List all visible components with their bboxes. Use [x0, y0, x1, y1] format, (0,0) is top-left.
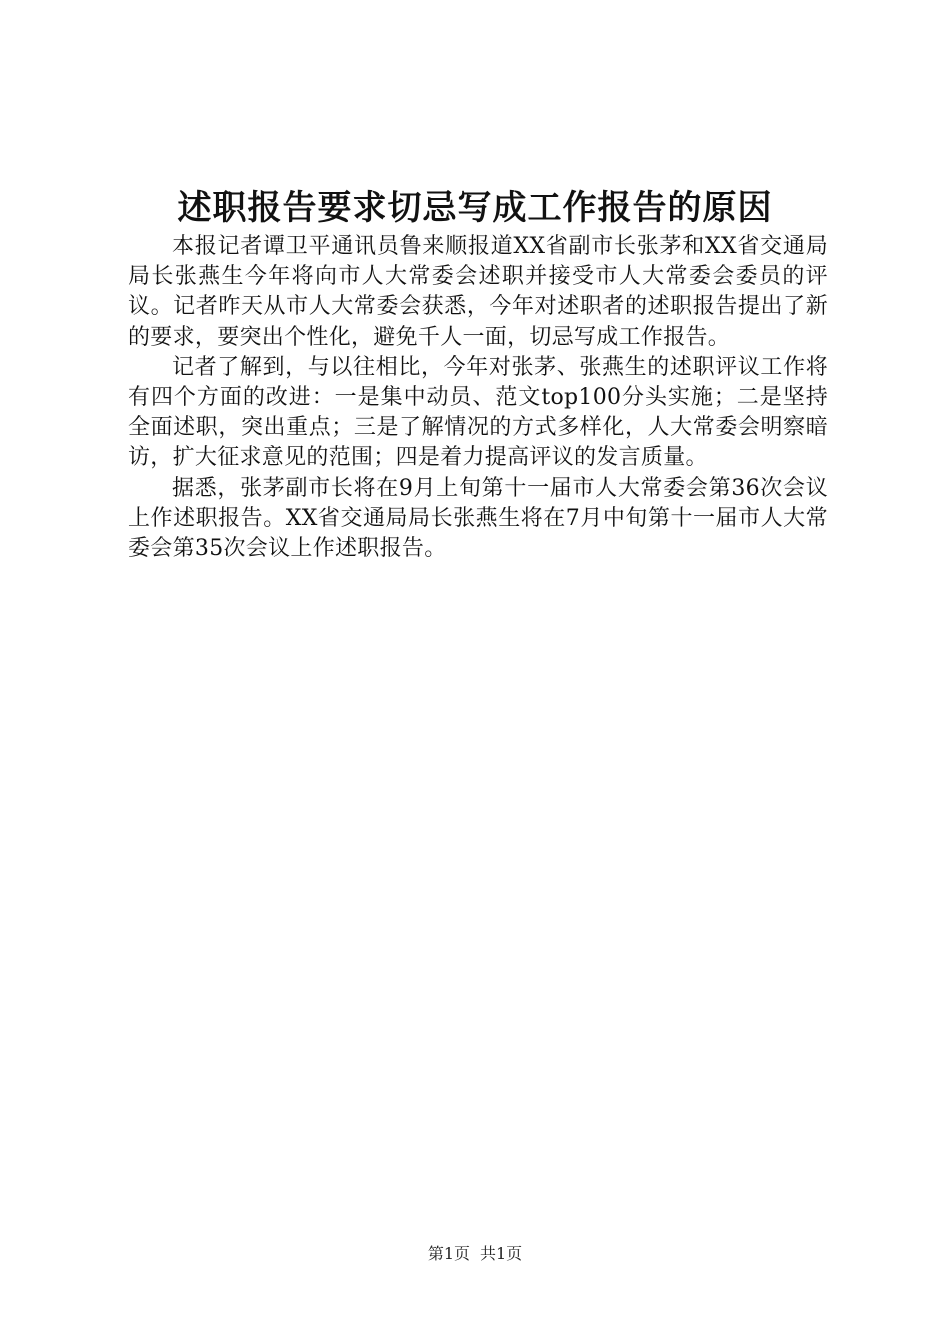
paragraph-3: 据悉，张茅副市长将在9月上旬第十一届市人大常委会第36次会议上作述职报告。XX省交通局局长张燕生将在7月中旬第十一届市人大常委会第35次会议上作述职报告。	[128, 475, 828, 562]
page-number-current: 第1页	[427, 1244, 470, 1263]
paragraph-1: 本报记者谭卫平通讯员鲁来顺报道XX省副市长张茅和XX省交通局局长张燕生今年将向市人大常委会述职并接受市人大常委会委员的评议。记者昨天从市人大常委会获悉，今年对述职者的述职报告提出了新的要求，要突出个性化，避免千人一面，切忌写成工作报告。	[128, 234, 828, 350]
paragraph-2: 记者了解到，与以往相比，今年对张茅、张燕生的述职评议工作将有四个方面的改进：一是集中动员、范文top100分头实施；二是坚持全面述职，突出重点；三是了解情况的方式多样化，人大常委会明察暗访，扩大征求意见的范围；四是着力提高评议的发言质量。	[128, 354, 828, 471]
page-number-total: 共1页	[480, 1244, 523, 1263]
document-title: 述职报告要求切忌写成工作报告的原因	[177, 188, 773, 228]
document-body	[128, 232, 828, 564]
page-footer	[0, 1244, 950, 1264]
